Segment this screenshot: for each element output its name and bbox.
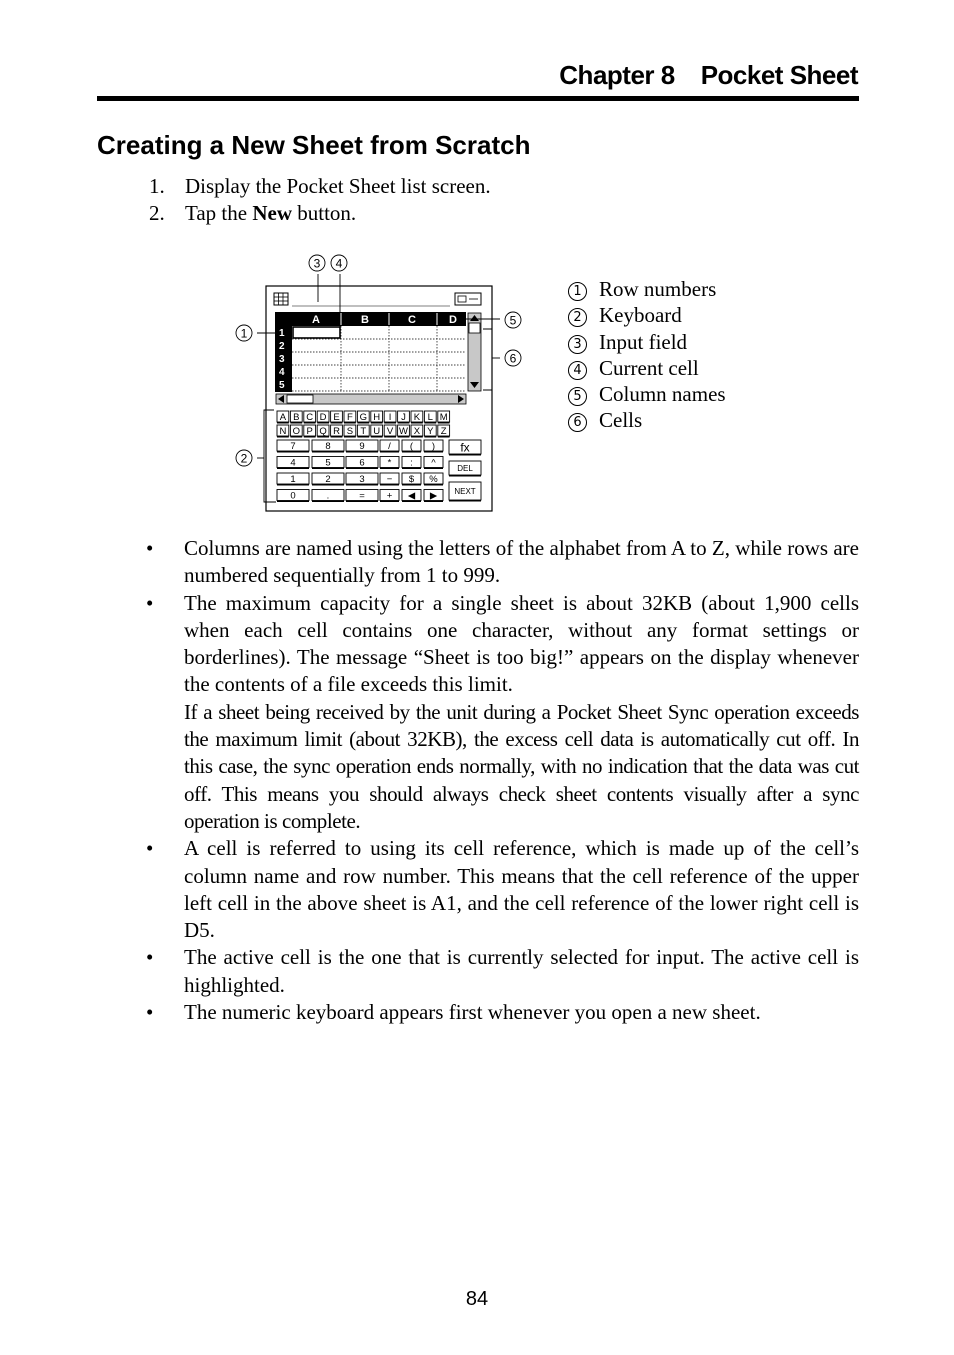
key-label: I: [388, 411, 392, 423]
key-label: NEXT: [454, 486, 476, 496]
keypad-key[interactable]: [424, 457, 443, 469]
scroll-thumb[interactable]: [287, 395, 313, 403]
key-label: W: [399, 425, 408, 437]
keypad-key[interactable]: [312, 457, 344, 469]
alpha-key[interactable]: [411, 425, 423, 437]
legend-item: [568, 302, 726, 328]
legend-number: 6: [568, 413, 587, 432]
key-label: −: [386, 473, 393, 485]
key-label: 6: [359, 457, 365, 469]
keypad-key[interactable]: [424, 473, 443, 485]
keypad-key[interactable]: [402, 490, 421, 502]
alpha-key[interactable]: [424, 411, 436, 423]
bullet-item: [146, 835, 859, 944]
key-label: X: [413, 425, 421, 437]
key-label: T: [360, 425, 367, 437]
keypad-key[interactable]: [277, 473, 309, 485]
callout-3: 3: [313, 256, 321, 271]
key-label: :: [410, 457, 413, 469]
column-name[interactable]: A: [312, 314, 320, 326]
legend-item: [568, 329, 726, 355]
alpha-key[interactable]: [304, 425, 316, 437]
callout-5: 5: [509, 313, 517, 328]
alpha-key[interactable]: [438, 425, 450, 437]
bullet-text: A cell is referred to using its cell reference, which is made up of the cell’s column name and row number. This means that the cell reference of the upper left cell in the above sheet is A1, and the cell reference of the lower right cell is D5.: [184, 836, 859, 943]
bullet-text: The numeric keyboard appears first whenever you open a new sheet.: [184, 1000, 761, 1025]
keypad-key[interactable]: [424, 490, 443, 502]
keypad-key[interactable]: [380, 490, 399, 502]
legend-label: Cells: [599, 408, 643, 433]
legend-label: Column names: [599, 382, 726, 407]
header-rule: [97, 96, 859, 101]
keypad-key[interactable]: [277, 440, 309, 452]
key-label: ▶: [429, 490, 438, 502]
keypad-key[interactable]: [424, 440, 443, 452]
bullet-dot: •: [146, 945, 154, 970]
bullet-text: Columns are named using the letters of the alphabet from A to Z, while rows are numbered sequentially from 1 to 999.: [184, 536, 859, 588]
legend-item: [568, 276, 726, 302]
key-label: B: [293, 411, 300, 423]
keypad-key[interactable]: [380, 457, 399, 469]
key-label: O: [292, 425, 300, 437]
legend-number: 5: [568, 387, 587, 406]
legend-label: Keyboard: [599, 303, 682, 328]
key-label: *: [387, 457, 392, 469]
keypad-key[interactable]: [346, 457, 378, 469]
chapter-heading: [559, 60, 858, 91]
alpha-key[interactable]: [398, 425, 410, 437]
legend-label: Current cell: [599, 355, 699, 380]
key-label: +: [386, 490, 393, 502]
alpha-key[interactable]: [424, 425, 436, 437]
alpha-key[interactable]: [371, 411, 383, 423]
column-name[interactable]: B: [361, 314, 369, 326]
alpha-key[interactable]: [290, 411, 302, 423]
alpha-key[interactable]: [331, 425, 343, 437]
step-number: 2.: [149, 201, 165, 225]
step-2: [149, 201, 649, 229]
step-number: 1.: [149, 174, 165, 198]
key-label: A: [279, 411, 287, 423]
bullet-text: If a sheet being received by the unit during a Pocket Sheet Sync operation exceeds the maximum limit (about 32KB), the excess cell data is automatically cut off. In this case, the sync operation ends normally, with no indication that the data was cut off. This means you should always check sheet contents visually after a sync operation is complete.: [184, 699, 859, 833]
alpha-key[interactable]: [357, 425, 369, 437]
bullet-item: [146, 535, 859, 590]
alpha-key[interactable]: [411, 411, 423, 423]
pocket-sheet-screen: [230, 250, 530, 520]
next-key[interactable]: [449, 482, 481, 501]
key-label: N: [279, 425, 287, 437]
key-label: 4: [290, 457, 296, 469]
keypad-key[interactable]: [346, 440, 378, 452]
key-label: .: [326, 490, 330, 502]
keypad-key[interactable]: [277, 490, 309, 502]
legend-label: Row numbers: [599, 277, 717, 301]
page-number: 84: [465, 1288, 489, 1310]
section-title: Creating a New Sheet from Scratch: [97, 130, 531, 160]
row-number[interactable]: 2: [279, 341, 285, 352]
chapter-number: Chapter 8: [559, 60, 675, 90]
step-text: Display the Pocket Sheet list screen.: [185, 174, 491, 198]
horizontal-scrollbar[interactable]: [276, 394, 466, 404]
alpha-key[interactable]: [277, 411, 289, 423]
key-label: $: [408, 473, 415, 485]
key-label: Q: [319, 425, 327, 437]
callout-2: 2: [240, 451, 248, 466]
key-label: C: [306, 411, 314, 423]
step-text: [185, 201, 356, 226]
alpha-key[interactable]: [277, 425, 289, 437]
key-label: /: [388, 440, 391, 452]
vertical-scrollbar[interactable]: [468, 313, 481, 391]
key-label: G: [359, 411, 367, 423]
key-label: 1: [290, 473, 296, 485]
legend-label: Input field: [599, 329, 688, 354]
key-label: 8: [325, 440, 331, 452]
row-number[interactable]: 3: [279, 354, 285, 365]
keypad-key[interactable]: [312, 440, 344, 452]
keypad-key[interactable]: [380, 473, 399, 485]
alpha-key[interactable]: [371, 425, 383, 437]
fx-key[interactable]: [449, 440, 481, 455]
key-label: F: [346, 411, 353, 423]
key-label: E: [333, 411, 340, 423]
bullet-dot: •: [146, 1000, 154, 1025]
key-label: 7: [290, 440, 296, 452]
callout-4: 4: [335, 256, 343, 271]
keypad-key[interactable]: [402, 457, 421, 469]
row-number[interactable]: 4: [279, 367, 285, 378]
key-label: M: [439, 411, 448, 423]
key-label: R: [333, 425, 340, 437]
callout-1: 1: [240, 326, 248, 341]
column-name[interactable]: D: [449, 314, 457, 326]
bullet-dot: •: [146, 836, 154, 861]
key-label: DEL: [457, 463, 473, 473]
alpha-key[interactable]: [357, 411, 369, 423]
keypad-key[interactable]: [346, 473, 378, 485]
key-label: K: [413, 411, 421, 423]
legend-number: 2: [568, 308, 587, 327]
key-label: 5: [325, 457, 331, 469]
key-label: ◀: [407, 490, 416, 502]
key-label: V: [386, 425, 394, 437]
keypad-key[interactable]: [402, 440, 421, 452]
step-1: [149, 174, 649, 202]
alpha-key[interactable]: [317, 411, 329, 423]
legend-number: 1: [568, 282, 587, 301]
bullet-text: The active cell is the one that is currently selected for input. The active cell is highlighted.: [184, 945, 859, 997]
alpha-key[interactable]: [438, 411, 450, 423]
step-text-pre: Tap the: [185, 201, 253, 225]
keypad-key[interactable]: [312, 473, 344, 485]
alpha-key[interactable]: [290, 425, 302, 437]
key-label: ^: [431, 457, 436, 469]
keypad-key[interactable]: [277, 457, 309, 469]
figure-legend: [568, 276, 726, 434]
column-name[interactable]: C: [408, 314, 416, 326]
new-button-label: New: [252, 201, 292, 225]
key-label: %: [429, 473, 438, 485]
alpha-key[interactable]: [304, 411, 316, 423]
chapter-title: Pocket Sheet: [700, 60, 858, 90]
bullet-dot: •: [146, 590, 154, 615]
bullet-dot: •: [146, 536, 154, 560]
legend-item: [568, 355, 726, 381]
key-label: 2: [325, 473, 331, 485]
key-label: ): [431, 440, 436, 452]
scroll-thumb[interactable]: [469, 323, 480, 333]
key-label: L: [427, 411, 433, 423]
key-label: S: [346, 425, 354, 437]
key-label: 0: [290, 490, 296, 502]
key-label: P: [306, 425, 313, 437]
keypad-key[interactable]: [380, 440, 399, 452]
key-label: fx: [460, 440, 470, 455]
legend-item: [568, 381, 726, 407]
key-label: U: [373, 425, 381, 437]
keypad-key[interactable]: [312, 490, 344, 502]
bullet-item: [146, 944, 859, 999]
legend-item: [568, 407, 726, 433]
alpha-key[interactable]: [344, 411, 356, 423]
alpha-key[interactable]: [398, 411, 410, 423]
alpha-key[interactable]: [384, 411, 396, 423]
row-number[interactable]: 1: [279, 328, 285, 339]
bullet-item: [146, 999, 859, 1026]
alpha-key[interactable]: [317, 425, 329, 437]
key-label: D: [319, 411, 327, 423]
key-label: Y: [427, 425, 434, 437]
del-key[interactable]: [449, 461, 481, 476]
keypad-key[interactable]: [402, 473, 421, 485]
key-label: 9: [359, 440, 365, 452]
key-label: Z: [440, 425, 447, 437]
pocket-sheet-figure: [230, 250, 530, 520]
key-label: (: [409, 440, 414, 452]
key-label: =: [359, 490, 365, 502]
alpha-key[interactable]: [331, 411, 343, 423]
legend-number: 4: [568, 361, 587, 380]
legend-number: 3: [568, 335, 587, 354]
bullet-list: [146, 535, 859, 1026]
step-text-post: button.: [292, 201, 357, 225]
row-number[interactable]: 5: [279, 380, 285, 391]
alpha-key[interactable]: [344, 425, 356, 437]
key-label: 3: [359, 473, 365, 485]
alpha-key[interactable]: [384, 425, 396, 437]
callout-6: 6: [509, 351, 517, 366]
key-label: H: [373, 411, 381, 423]
key-label: J: [401, 411, 406, 423]
keypad-key[interactable]: [346, 490, 378, 502]
bullet-item: [146, 590, 859, 836]
bullet-text: The maximum capacity for a single sheet is about 32KB (about 1,900 cells when each cell contains one character, without any format settings or borderlines). The message “Sheet is too big!” appears on the display whenever the contents of a file exceeds this limit.: [184, 590, 859, 697]
